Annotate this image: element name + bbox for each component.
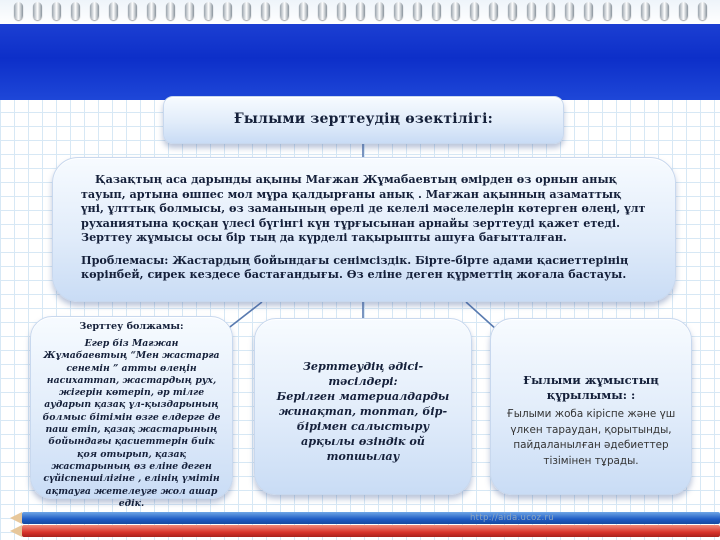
hypothesis-box: [30, 316, 233, 509]
problem-paragraph: Проблемасы: Жастардың бойындағы сенімсіздік. Бірте-бірте адами қасиеттерінің көрінбей, сирек кездесе бастағандығы. Өз еліне деген құрметтің жоғала бастауы.: [81, 252, 629, 281]
connector-main-left: [226, 302, 262, 330]
structure-box: [490, 318, 692, 495]
watermark-text: http://aida.ucoz.ru: [470, 513, 554, 523]
crayon-blue: [22, 512, 720, 524]
hypothesis-label: Зерттеу болжамы:: [79, 321, 184, 332]
methods-heading: Зерттеудің әдісі-тәсілдері:: [302, 359, 424, 388]
methods-text: Берілген материалдарды жинақтап, топтап, бір-бірімен салыстыру арқылы өзіндік ой топшылау: [276, 389, 450, 463]
crayon-red: [22, 525, 720, 537]
title-box: [163, 96, 564, 144]
hypothesis-text: Егер біз Мағжан Жұмабаевтың “Мен жастарға сенемін ” атты өлеңін насихаттап, жастардың рух, жігерін көтеріп, әр тілге аударып қазақ ұл-қыздарының болмыс бітімін өзге елдерге де паш етіп, қазақ жастарының бойындағы қасиеттерін биік қоя отырып, қазақ жастарының өз еліне деген сүйіспеншілігіне , елінің үмітін ақтауға жетелеуге жол ашар едік.: [42, 338, 221, 509]
methods-box: [254, 318, 472, 495]
connector-main-right: [466, 302, 497, 330]
structure-heading: Ғылыми жұмыстың құрылымы: :: [523, 373, 659, 402]
crayon-red-tip-icon: [10, 525, 22, 537]
relevance-box: [52, 157, 676, 302]
structure-text: Ғылыми жоба кіріспе және үш үлкен тараудан, қорытынды, пайдаланылған әдебиеттер тізімінен тұрады.: [506, 408, 676, 467]
crayon-blue-tip-icon: [10, 512, 22, 524]
title-text: Ғылыми зерттеудің өзектілігі:: [233, 111, 494, 127]
relevance-paragraph: Қазақтың аса дарынды ақыны Мағжан Жұмабаевтың өмірден өз орнын анық тауып, артына өшпес мол мұра қалдырғаны анық . Мағжан ақынның азаматтық үні, ұлттық болмысы, өз заманының өрелі де келелі мәселелерін көтерген өлеңі, ұлт руханиятына қосқан үлесі бүгінгі күн тұрғысынан арнайы зерттеуді қажет етеді. Зерттеу жұмысы осы бір тың да күрделі тақырыпты ашуға бағытталған.: [81, 172, 646, 244]
